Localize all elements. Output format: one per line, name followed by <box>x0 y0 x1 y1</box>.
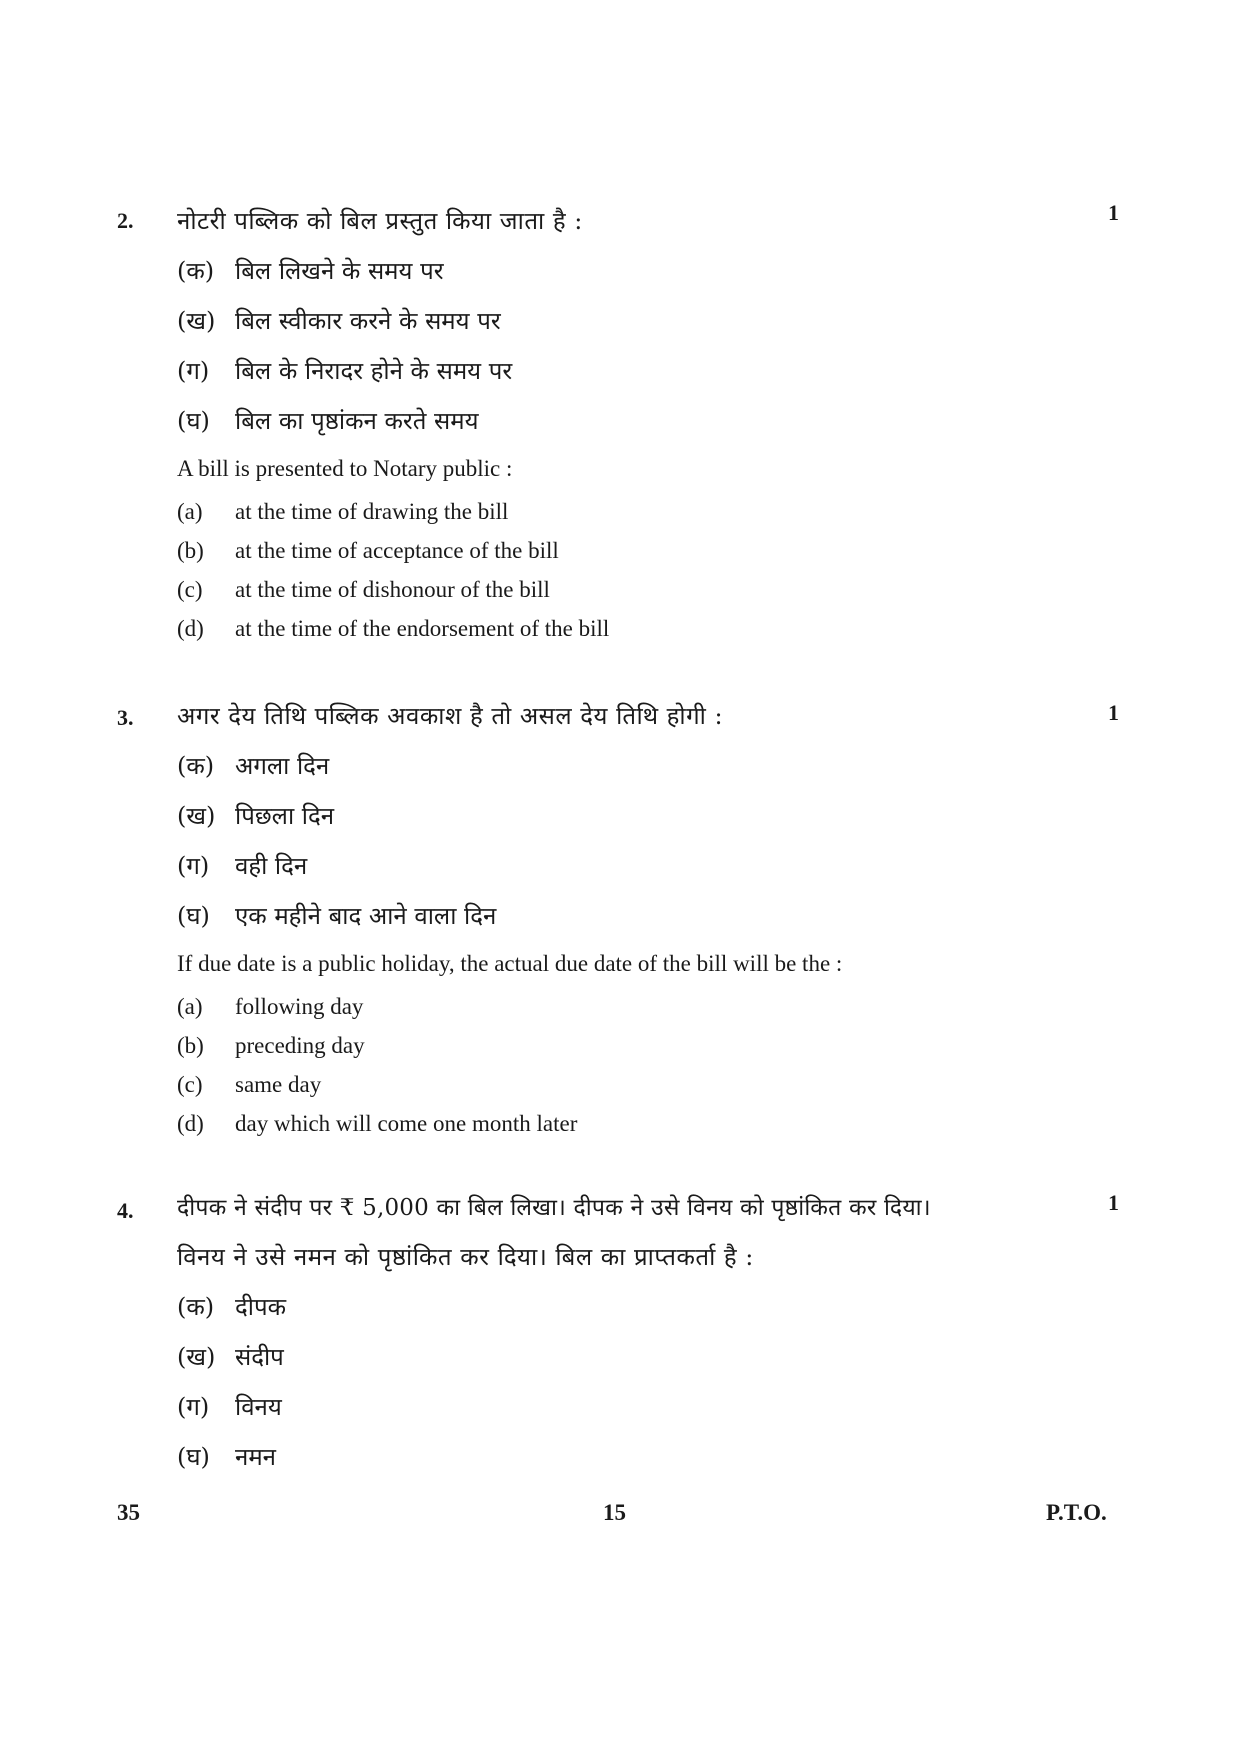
english-option: (b) at the time of acceptance of the bill <box>177 538 559 563</box>
hindi-option: (घ) एक महीने बाद आने वाला दिन <box>177 902 497 930</box>
hindi-stem: अगर देय तिथि पब्लिक अवकाश है तो असल देय तिथि होगी : <box>177 702 724 730</box>
hindi-stem: नोटरी पब्लिक को बिल प्रस्तुत किया जाता है : <box>177 207 583 235</box>
question-marks: 1 <box>1108 1190 1119 1215</box>
hindi-option: (क) बिल लिखने के समय पर <box>177 257 444 285</box>
hindi-stem: दीपक ने संदीप पर ₹ 5,000 का बिल लिखा। दीपक ने उसे विनय को पृष्ठांकित कर दिया। <box>177 1195 931 1221</box>
page-number: 15 <box>603 1500 626 1525</box>
pto-marker: P.T.O. <box>1046 1500 1107 1525</box>
english-option: (c) at the time of dishonour of the bill <box>177 577 550 602</box>
english-stem: If due date is a public holiday, the actual due date of the bill will be the : <box>177 951 843 976</box>
english-option: (c) same day <box>177 1072 322 1097</box>
english-option: (a) at the time of drawing the bill <box>177 499 509 524</box>
hindi-option: (ख) बिल स्वीकार करने के समय पर <box>177 307 501 335</box>
english-option: (d) day which will come one month later <box>177 1111 578 1136</box>
question-number: 4. <box>117 1198 134 1223</box>
hindi-stem-line-2: विनय ने उसे नमन को पृष्ठांकित कर दिया। बिल का प्राप्तकर्ता है : <box>177 1243 754 1271</box>
english-option: (d) at the time of the endorsement of the bill <box>177 616 610 641</box>
hindi-option: (घ) नमन <box>177 1443 276 1471</box>
paper-code: 35 <box>117 1500 140 1525</box>
hindi-option: (घ) बिल का पृष्ठांकन करते समय <box>177 407 479 435</box>
english-option: (a) following day <box>177 994 364 1019</box>
question-marks: 1 <box>1108 700 1119 725</box>
hindi-option: (ख) पिछला दिन <box>177 802 335 830</box>
question-marks: 1 <box>1108 200 1119 225</box>
question-number: 2. <box>117 208 134 233</box>
english-stem: A bill is presented to Notary public : <box>177 456 513 481</box>
hindi-option: (क) अगला दिन <box>177 752 330 780</box>
hindi-option: (क) दीपक <box>177 1293 287 1321</box>
hindi-option: (ग) विनय <box>177 1393 282 1421</box>
english-option: (b) preceding day <box>177 1033 365 1058</box>
hindi-option: (ग) वही दिन <box>177 852 308 880</box>
question-number: 3. <box>117 705 134 730</box>
hindi-option: (ग) बिल के निरादर होने के समय पर <box>177 357 513 385</box>
hindi-option: (ख) संदीप <box>177 1343 284 1371</box>
